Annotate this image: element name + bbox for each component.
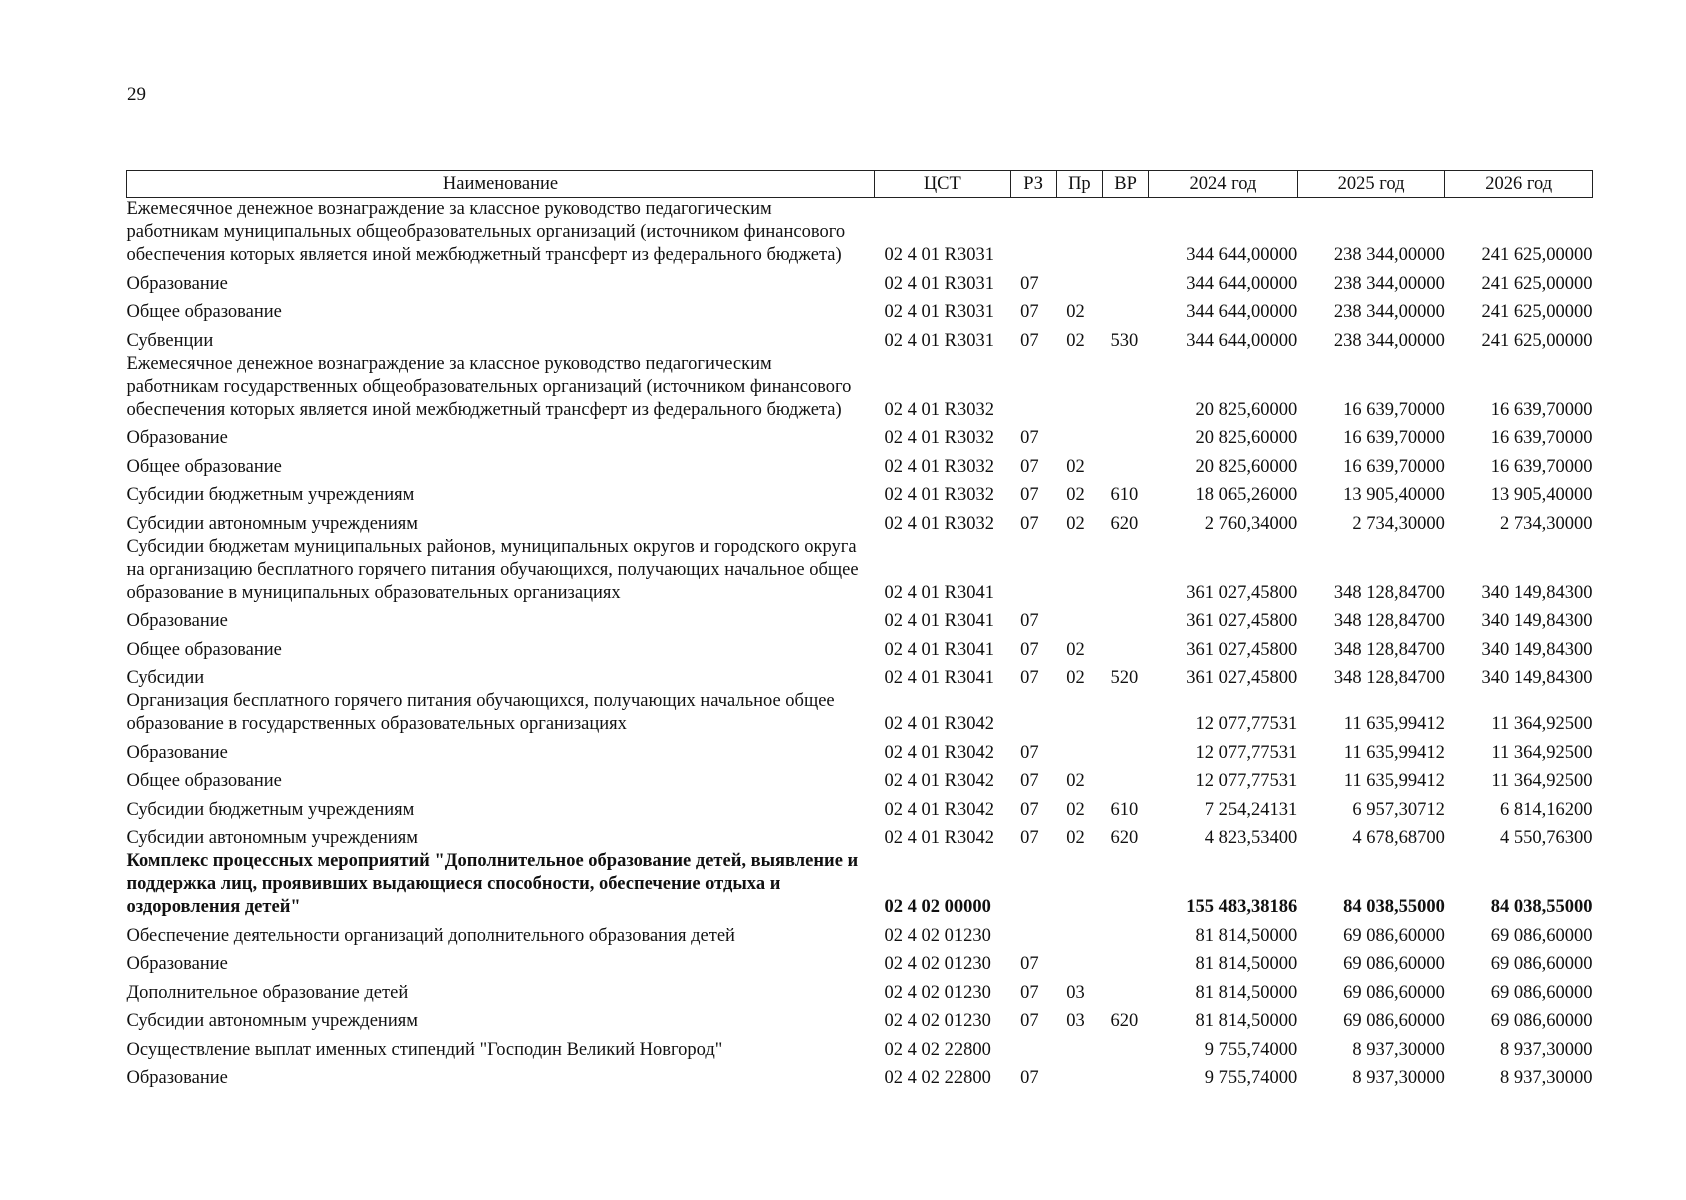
row-name: Комплекс процессных мероприятий "Дополнительное образование детей, выявление и поддержка лиц, проявивших выдающиеся способности, обеспечение отдыха и оздоровления детей" [126, 851, 859, 917]
row-rz: 07 [1020, 982, 1039, 1003]
row-rz: 07 [1020, 428, 1039, 448]
row-2026: 16 639,70000 [1490, 428, 1593, 448]
budget-table [126, 170, 1593, 1090]
table-row [127, 198, 1593, 268]
row-vr: 620 [1110, 513, 1139, 534]
row-2026: 16 639,70000 [1490, 456, 1593, 477]
row-2025: 8 937,30000 [1352, 1068, 1445, 1088]
table-row [127, 324, 1593, 353]
row-vr [1102, 919, 1148, 948]
row-pr: 02 [1066, 639, 1085, 660]
row-name: Субсидии [126, 668, 205, 688]
table-row [127, 976, 1593, 1005]
row-rz: 07 [1020, 639, 1039, 660]
row-cst: 02 4 02 01230 [884, 982, 991, 1003]
row-vr [1102, 422, 1148, 451]
row-2024: 155 483,38186 [1186, 897, 1298, 917]
row-2026: 340 149,84300 [1481, 639, 1593, 660]
row-name: Образование [126, 273, 228, 294]
row-2025: 238 344,00000 [1333, 330, 1445, 351]
row-cst: 02 4 01 R3042 [884, 742, 995, 763]
table-row [127, 605, 1593, 634]
row-vr [1102, 198, 1148, 268]
row-rz [1010, 690, 1056, 736]
row-rz: 07 [1020, 771, 1039, 791]
row-cst: 02 4 02 01230 [884, 1011, 991, 1031]
row-2026: 8 937,30000 [1500, 1068, 1593, 1088]
row-2026: 4 550,76300 [1500, 828, 1593, 848]
row-2026: 340 149,84300 [1481, 668, 1593, 688]
row-name: Субвенции [126, 330, 214, 351]
table-row [127, 690, 1593, 736]
row-2025: 11 635,99412 [1343, 714, 1445, 734]
row-2025: 348 128,84700 [1333, 639, 1445, 660]
row-2026: 241 625,00000 [1481, 302, 1593, 322]
header-name: Наименование [127, 171, 875, 198]
row-vr: 520 [1110, 668, 1139, 688]
row-rz [1010, 198, 1056, 268]
row-cst: 02 4 01 R3041 [884, 639, 995, 660]
row-2024: 361 027,45800 [1186, 639, 1298, 660]
table-row [127, 662, 1593, 691]
row-cst: 02 4 01 R3042 [884, 828, 995, 848]
row-vr [1102, 1062, 1148, 1091]
row-name: Образование [126, 954, 228, 974]
row-pr [1056, 1033, 1102, 1062]
row-pr: 02 [1066, 330, 1085, 351]
row-vr [1102, 765, 1148, 794]
row-pr: 02 [1066, 799, 1085, 820]
table-row [127, 948, 1593, 977]
table-row [127, 633, 1593, 662]
row-2024: 81 814,50000 [1195, 982, 1298, 1003]
row-vr [1102, 605, 1148, 634]
table-row [127, 422, 1593, 451]
row-cst: 02 4 02 22800 [884, 1068, 991, 1088]
row-cst: 02 4 01 R3032 [884, 485, 995, 505]
row-rz: 07 [1020, 742, 1039, 763]
row-name: Общее образование [126, 639, 282, 660]
row-name: Образование [126, 1068, 228, 1088]
table-row [127, 793, 1593, 822]
header-2024: 2024 год [1149, 171, 1298, 198]
table-row [127, 353, 1593, 422]
table-row [127, 822, 1593, 851]
row-rz: 07 [1020, 513, 1039, 534]
row-2025: 8 937,30000 [1352, 1039, 1445, 1060]
row-cst: 02 4 01 R3041 [884, 668, 995, 688]
row-2025: 348 128,84700 [1333, 582, 1445, 603]
row-2024: 2 760,34000 [1204, 513, 1298, 534]
row-rz: 07 [1020, 668, 1039, 688]
table-row [127, 1033, 1593, 1062]
row-2024: 12 077,77531 [1195, 742, 1298, 763]
row-2024: 20 825,60000 [1195, 456, 1298, 477]
row-2024: 9 755,74000 [1204, 1068, 1298, 1088]
header-row [127, 171, 1593, 198]
header-vr: ВР [1102, 171, 1148, 198]
row-pr [1056, 267, 1102, 296]
row-vr: 610 [1110, 485, 1139, 505]
row-2026: 11 364,92500 [1491, 771, 1593, 791]
row-rz: 07 [1020, 954, 1039, 974]
row-2026: 84 038,55000 [1490, 897, 1593, 917]
row-vr [1102, 267, 1148, 296]
row-vr [1102, 633, 1148, 662]
row-rz: 07 [1020, 456, 1039, 477]
row-cst: 02 4 02 22800 [884, 1039, 991, 1060]
row-pr [1056, 736, 1102, 765]
row-pr: 02 [1066, 668, 1085, 688]
row-name: Общее образование [126, 456, 282, 477]
row-pr: 02 [1066, 828, 1085, 848]
row-2026: 8 937,30000 [1500, 1039, 1593, 1060]
row-name: Субсидии автономным учреждениям [126, 1011, 418, 1031]
row-name: Субсидии автономным учреждениям [126, 828, 418, 848]
row-2024: 7 254,24131 [1204, 799, 1298, 820]
row-name: Обеспечение деятельности организаций дополнительного образования детей [126, 925, 735, 946]
row-2024: 344 644,00000 [1186, 245, 1298, 265]
row-2024: 20 825,60000 [1195, 428, 1298, 448]
row-name: Общее образование [126, 771, 282, 791]
row-2024: 361 027,45800 [1186, 611, 1298, 631]
row-rz [1010, 536, 1056, 605]
row-2024: 361 027,45800 [1186, 668, 1298, 688]
row-2025: 16 639,70000 [1343, 399, 1445, 420]
row-2025: 348 128,84700 [1333, 611, 1445, 631]
row-2024: 12 077,77531 [1195, 714, 1298, 734]
row-vr: 610 [1110, 799, 1139, 820]
table-row [127, 296, 1593, 325]
row-pr [1056, 850, 1102, 919]
row-rz: 07 [1020, 1011, 1039, 1031]
row-name: Ежемесячное денежное вознаграждение за классное руководство педагогическим работникам муниципальных общеобразовательных организаций (источником финансового обеспечения которых является иной межбюджетный трансферт из федерального бюджета) [126, 199, 846, 265]
row-2026: 69 086,60000 [1490, 1011, 1593, 1031]
row-cst: 02 4 01 R3032 [884, 399, 995, 420]
row-vr [1102, 353, 1148, 422]
row-2024: 361 027,45800 [1186, 582, 1298, 603]
row-2025: 6 957,30712 [1352, 799, 1445, 820]
table-row [127, 736, 1593, 765]
row-rz [1010, 850, 1056, 919]
row-cst: 02 4 01 R3032 [884, 456, 995, 477]
row-rz: 07 [1020, 330, 1039, 351]
row-name: Субсидии бюджетам муниципальных районов, муниципальных округов и городского округа на организацию бесплатного горячего питания обучающихся, получающих начальное общее образование в муниципальных образовательных организациях [126, 536, 859, 603]
row-pr [1056, 422, 1102, 451]
row-name: Общее образование [126, 302, 282, 322]
header-cst: ЦСТ [875, 171, 1011, 198]
row-2024: 9 755,74000 [1204, 1039, 1298, 1060]
row-2026: 340 149,84300 [1481, 611, 1593, 631]
row-pr: 03 [1066, 1011, 1085, 1031]
row-cst: 02 4 01 R3031 [884, 273, 995, 294]
row-pr: 02 [1066, 302, 1085, 322]
row-cst: 02 4 01 R3041 [884, 582, 995, 603]
row-cst: 02 4 01 R3042 [884, 714, 995, 734]
row-rz: 07 [1020, 302, 1039, 322]
row-2026: 241 625,00000 [1481, 245, 1593, 265]
row-rz: 07 [1020, 485, 1039, 505]
row-rz: 07 [1020, 1068, 1039, 1088]
row-2025: 238 344,00000 [1333, 273, 1445, 294]
row-2025: 69 086,60000 [1343, 925, 1445, 946]
row-name: Образование [126, 611, 228, 631]
header-pr: Пр [1056, 171, 1102, 198]
header-2025: 2025 год [1297, 171, 1445, 198]
row-pr [1056, 353, 1102, 422]
row-2026: 2 734,30000 [1500, 513, 1593, 534]
row-2025: 84 038,55000 [1343, 897, 1445, 917]
row-2024: 81 814,50000 [1195, 925, 1298, 946]
table-row [127, 1062, 1593, 1091]
row-2024: 20 825,60000 [1195, 399, 1298, 420]
row-name: Осуществление выплат именных стипендий "Господин Великий Новгород" [126, 1039, 723, 1060]
row-2025: 4 678,68700 [1352, 828, 1445, 848]
row-cst: 02 4 02 01230 [884, 954, 991, 974]
table-row [127, 507, 1593, 536]
row-2025: 69 086,60000 [1343, 954, 1445, 974]
row-2026: 13 905,40000 [1490, 485, 1593, 505]
table-row [127, 765, 1593, 794]
row-2026: 69 086,60000 [1490, 925, 1593, 946]
row-pr [1056, 690, 1102, 736]
row-pr [1056, 1062, 1102, 1091]
row-name: Организация бесплатного горячего питания обучающихся, получающих начальное общее образование в государственных образовательных организациях [126, 691, 835, 734]
row-rz: 07 [1020, 828, 1039, 848]
row-2026: 241 625,00000 [1481, 330, 1593, 351]
row-2026: 6 814,16200 [1500, 799, 1593, 820]
row-2024: 81 814,50000 [1195, 954, 1298, 974]
row-pr [1056, 198, 1102, 268]
row-vr [1102, 690, 1148, 736]
row-name: Ежемесячное денежное вознаграждение за классное руководство педагогическим работникам государственных общеобразовательных организаций (источником финансового обеспечения которых является иной межбюджетный трансферт из федерального бюджета) [126, 353, 852, 420]
row-pr: 03 [1066, 982, 1085, 1003]
row-2025: 238 344,00000 [1333, 302, 1445, 322]
row-rz: 07 [1020, 799, 1039, 820]
row-name: Субсидии автономным учреждениям [126, 513, 418, 534]
row-cst: 02 4 01 R3032 [884, 513, 995, 534]
row-cst: 02 4 01 R3031 [884, 302, 995, 322]
row-2025: 16 639,70000 [1343, 428, 1445, 448]
table-row [127, 1005, 1593, 1034]
row-2024: 4 823,53400 [1204, 828, 1298, 848]
row-2024: 81 814,50000 [1195, 1011, 1298, 1031]
table-body [127, 198, 1593, 1091]
row-vr [1102, 976, 1148, 1005]
row-vr [1102, 850, 1148, 919]
row-2025: 11 635,99412 [1343, 742, 1445, 763]
row-2025: 69 086,60000 [1343, 982, 1445, 1003]
row-2025: 348 128,84700 [1333, 668, 1445, 688]
table-row [127, 479, 1593, 508]
table-row [127, 267, 1593, 296]
row-2026: 11 364,92500 [1491, 714, 1593, 734]
row-cst: 02 4 01 R3042 [884, 799, 995, 820]
row-2024: 344 644,00000 [1186, 330, 1298, 351]
row-pr: 02 [1066, 456, 1085, 477]
row-cst: 02 4 02 01230 [884, 925, 991, 946]
table-row [127, 919, 1593, 948]
row-rz [1010, 1033, 1056, 1062]
row-rz [1010, 919, 1056, 948]
row-pr [1056, 605, 1102, 634]
row-cst: 02 4 01 R3042 [884, 771, 995, 791]
table-row [127, 536, 1593, 605]
row-vr [1102, 450, 1148, 479]
row-2025: 69 086,60000 [1343, 1011, 1445, 1031]
row-cst: 02 4 01 R3031 [884, 245, 995, 265]
row-name: Субсидии бюджетным учреждениям [126, 799, 415, 820]
row-pr [1056, 536, 1102, 605]
header-rz: РЗ [1010, 171, 1056, 198]
row-pr: 02 [1066, 771, 1085, 791]
page-number: 29 [127, 84, 146, 105]
row-cst: 02 4 01 R3041 [884, 611, 995, 631]
row-name: Образование [126, 428, 228, 448]
row-cst: 02 4 02 00000 [884, 897, 991, 917]
row-2026: 69 086,60000 [1490, 982, 1593, 1003]
row-vr [1102, 736, 1148, 765]
row-pr: 02 [1066, 485, 1085, 505]
row-vr: 620 [1110, 1011, 1139, 1031]
row-2025: 16 639,70000 [1343, 456, 1445, 477]
row-2024: 18 065,26000 [1195, 485, 1298, 505]
row-pr [1056, 919, 1102, 948]
row-vr: 530 [1110, 330, 1139, 351]
row-rz: 07 [1020, 273, 1039, 294]
row-rz [1010, 353, 1056, 422]
row-2024: 344 644,00000 [1186, 302, 1298, 322]
table-row [127, 450, 1593, 479]
row-2026: 11 364,92500 [1491, 742, 1593, 763]
row-2025: 13 905,40000 [1343, 485, 1445, 505]
row-pr [1056, 948, 1102, 977]
row-vr [1102, 536, 1148, 605]
row-name: Образование [126, 742, 228, 763]
row-rz: 07 [1020, 611, 1039, 631]
row-2025: 238 344,00000 [1333, 245, 1445, 265]
row-2026: 241 625,00000 [1481, 273, 1593, 294]
row-2026: 340 149,84300 [1481, 582, 1593, 603]
row-name: Дополнительное образование детей [126, 982, 409, 1003]
row-vr [1102, 296, 1148, 325]
row-vr [1102, 948, 1148, 977]
table-row [127, 850, 1593, 919]
row-cst: 02 4 01 R3031 [884, 330, 995, 351]
row-2026: 69 086,60000 [1490, 954, 1593, 974]
row-2025: 11 635,99412 [1343, 771, 1445, 791]
row-vr [1102, 1033, 1148, 1062]
row-2024: 344 644,00000 [1186, 273, 1298, 294]
row-2025: 2 734,30000 [1352, 513, 1445, 534]
row-name: Субсидии бюджетным учреждениям [126, 485, 415, 505]
row-2026: 16 639,70000 [1490, 399, 1593, 420]
row-cst: 02 4 01 R3032 [884, 428, 995, 448]
header-2026: 2026 год [1445, 171, 1593, 198]
row-pr: 02 [1066, 513, 1085, 534]
row-vr: 620 [1110, 828, 1139, 848]
row-2024: 12 077,77531 [1195, 771, 1298, 791]
